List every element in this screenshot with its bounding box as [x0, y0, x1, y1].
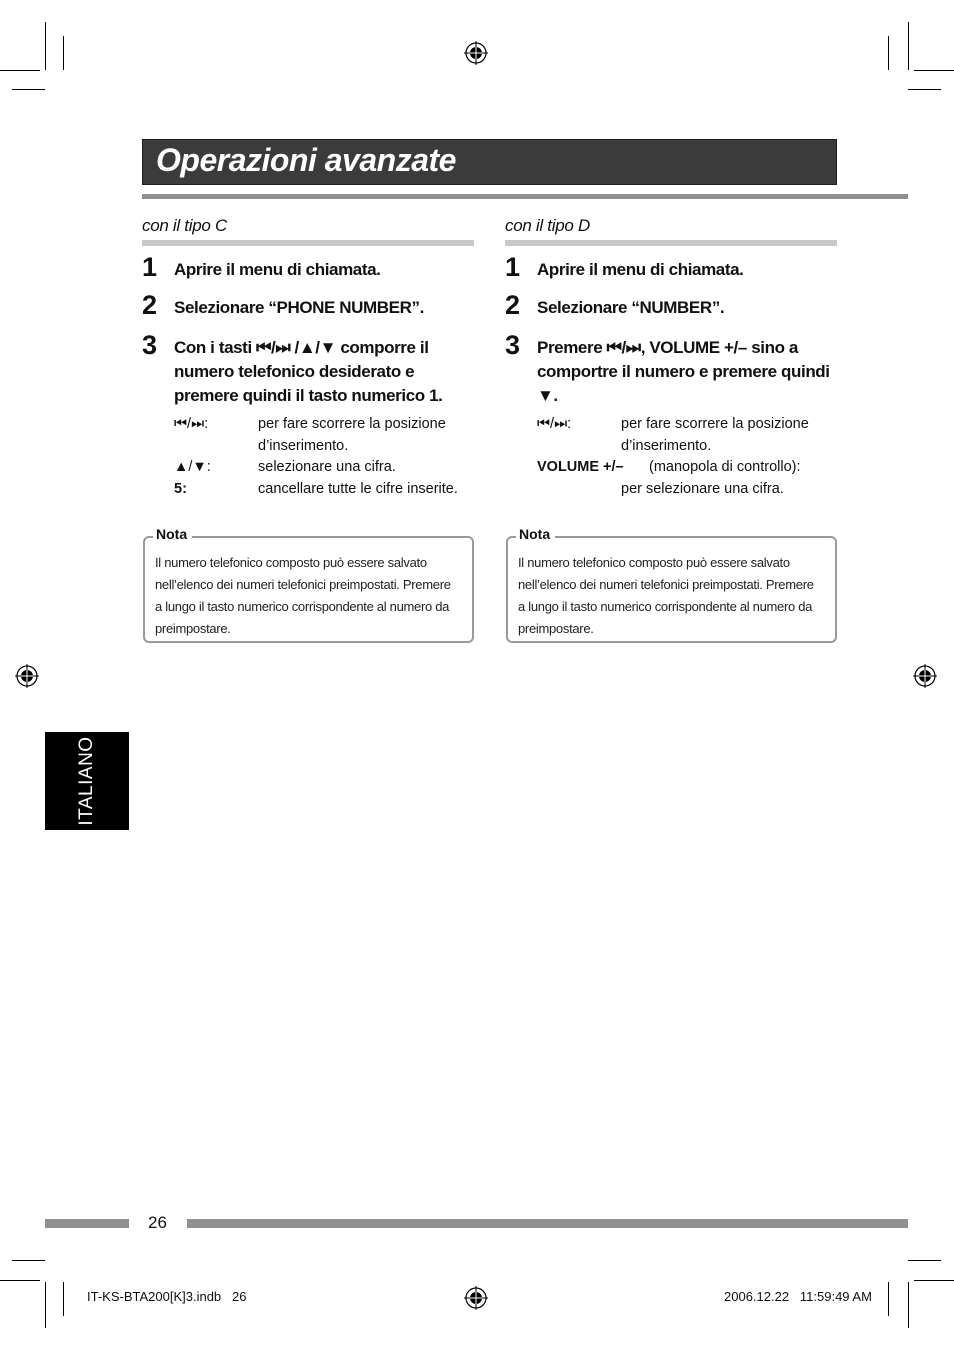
description-row	[537, 479, 837, 501]
step-text: Con i tasti ⏮/⏭ /▲/▼ comporre il numero telefonico desiderato e premere quindi il tasto numerico 1.	[174, 338, 443, 405]
description-row	[537, 457, 837, 479]
description-row	[537, 436, 837, 458]
crop-mark	[914, 1280, 954, 1281]
step-text: Premere ⏮/⏭, VOLUME +/– sino a comportre il numero e premere quindi ▼.	[537, 338, 830, 405]
description-row	[537, 414, 837, 436]
section-subhead: con il tipo C	[142, 216, 474, 246]
section-subhead: con il tipo D	[505, 216, 837, 246]
key-descriptions	[174, 414, 474, 500]
description-row	[174, 479, 474, 501]
page-title-bar	[142, 139, 837, 185]
registration-mark-icon	[464, 41, 488, 65]
registration-mark-icon	[15, 664, 39, 688]
title-rule	[142, 194, 908, 199]
crop-mark	[45, 1282, 46, 1328]
description-value: (manopola di controllo):	[649, 459, 801, 475]
slug-date: 2006.12.22 11:59:49 AM	[724, 1289, 872, 1304]
step-number: 3	[505, 330, 521, 360]
description-value: d’inserimento.	[258, 437, 349, 454]
crop-mark	[908, 1282, 909, 1328]
registration-mark-icon	[464, 1286, 488, 1310]
step-text: Selezionare “NUMBER”.	[537, 298, 725, 317]
crop-mark	[888, 1282, 889, 1316]
description-key: 5:	[174, 480, 187, 497]
step-number: 2	[505, 290, 521, 320]
slug-file: IT-KS-BTA200[K]3.indb 26	[87, 1289, 247, 1304]
description-key: VOLUME +/–	[537, 459, 624, 475]
crop-mark	[0, 70, 40, 71]
description-value: per selezionare una cifra.	[621, 480, 784, 497]
description-key: ⏮/⏭:	[174, 416, 209, 432]
crop-mark	[908, 89, 941, 90]
language-tab	[45, 732, 129, 830]
description-value: selezionare una cifra.	[258, 459, 396, 475]
language-tab-label: ITALIANO	[76, 736, 97, 826]
step-text: Selezionare “PHONE NUMBER”.	[174, 298, 424, 317]
description-key: ▲/▼:	[174, 459, 211, 475]
crop-mark	[0, 1280, 40, 1281]
registration-mark-icon	[913, 664, 937, 688]
step-text: Aprire il menu di chiamata.	[174, 260, 381, 279]
page-number: 26	[148, 1213, 167, 1232]
crop-mark	[63, 1282, 64, 1316]
step-number: 3	[142, 330, 158, 360]
crop-mark	[63, 36, 64, 70]
description-row	[174, 457, 474, 479]
step-text: Aprire il menu di chiamata.	[537, 260, 744, 279]
note-label: Nota	[516, 526, 555, 542]
description-value: cancellare tutte le cifre inserite.	[258, 480, 458, 497]
crop-mark	[914, 70, 954, 71]
note-text: Il numero telefonico composto può essere salvato nell’elenco dei numeri telefonici preimpostati. Premere a lungo il tasto numerico corrispondente al numero da preimpostare.	[155, 555, 451, 636]
footer-bar-right	[187, 1219, 908, 1228]
crop-mark	[12, 89, 45, 90]
crop-mark	[888, 36, 889, 70]
step-number: 1	[142, 252, 158, 282]
note-text: Il numero telefonico composto può essere salvato nell’elenco dei numeri telefonici preimpostati. Premere a lungo il tasto numerico corrispondente al numero da preimpostare.	[518, 555, 814, 636]
step-number: 2	[142, 290, 158, 320]
page-title: Operazioni avanzate	[156, 142, 456, 178]
footer-bar-left	[45, 1219, 129, 1228]
crop-mark	[12, 1260, 45, 1261]
crop-mark	[45, 22, 46, 70]
step-number: 1	[505, 252, 521, 282]
note-label: Nota	[153, 526, 192, 542]
description-value: per fare scorrere la posizione	[621, 416, 809, 432]
note-box	[506, 526, 837, 643]
description-row	[174, 414, 474, 436]
note-box	[143, 526, 474, 643]
key-descriptions	[537, 414, 837, 500]
description-value: d’inserimento.	[621, 437, 712, 454]
description-key: ⏮/⏭:	[537, 416, 572, 432]
description-row	[174, 436, 474, 458]
crop-mark	[908, 22, 909, 70]
crop-mark	[908, 1260, 941, 1261]
description-value: per fare scorrere la posizione	[258, 416, 446, 432]
